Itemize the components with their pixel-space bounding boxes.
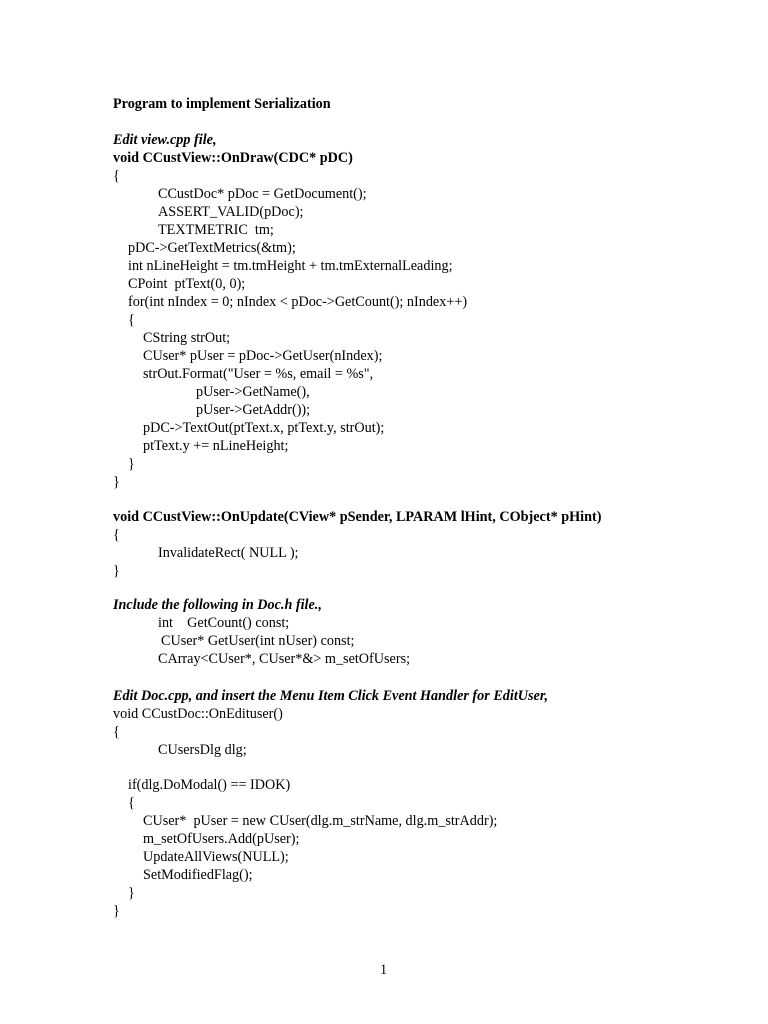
code-line: TEXTMETRIC tm; xyxy=(158,222,274,238)
code-line: ptText.y += nLineHeight; xyxy=(143,438,289,454)
code-line: ASSERT_VALID(pDoc); xyxy=(158,204,304,220)
code-line: { xyxy=(128,795,135,811)
code-line: } xyxy=(128,885,135,901)
code-line: } xyxy=(113,563,120,579)
code-line: SetModifiedFlag(); xyxy=(143,867,253,883)
code-line: { xyxy=(113,724,120,740)
code-line: { xyxy=(128,312,135,328)
code-line: } xyxy=(113,474,120,490)
code-line: CString strOut; xyxy=(143,330,231,346)
code-line: int nLineHeight = tm.tmHeight + tm.tmExternalLeading; xyxy=(128,258,453,274)
page-number: 1 xyxy=(380,962,388,978)
document-title: Program to implement Serialization xyxy=(113,96,331,112)
code-line: CCustDoc* pDoc = GetDocument(); xyxy=(158,186,367,202)
code-line: { xyxy=(113,527,120,543)
code-line: m_setOfUsers.Add(pUser); xyxy=(143,831,300,847)
code-line: pUser->GetName(), xyxy=(196,384,310,400)
section-heading: Edit Doc.cpp, and insert the Menu Item Click Event Handler for EditUser, xyxy=(113,688,549,704)
code-line: strOut.Format("User = %s, email = %s", xyxy=(143,366,374,382)
code-line: } xyxy=(113,903,120,919)
function-signature: void CCustDoc::OnEdituser() xyxy=(113,706,283,722)
code-line: pDC->GetTextMetrics(&tm); xyxy=(128,240,296,256)
code-line: pDC->TextOut(ptText.x, ptText.y, strOut); xyxy=(143,420,385,436)
code-line: CPoint ptText(0, 0); xyxy=(128,276,246,292)
code-line: int GetCount() const; xyxy=(158,615,290,631)
section-heading: Include the following in Doc.h file., xyxy=(113,597,322,613)
code-line: CUser* pUser = new CUser(dlg.m_strName, dlg.m_strAddr); xyxy=(143,813,498,829)
code-line: { xyxy=(113,168,120,184)
code-line: pUser->GetAddr()); xyxy=(196,402,311,418)
code-line: CUser* pUser = pDoc->GetUser(nIndex); xyxy=(143,348,383,364)
code-line: } xyxy=(128,456,135,472)
code-line: for(int nIndex = 0; nIndex < pDoc->GetCount(); nIndex++) xyxy=(128,294,468,310)
code-line: InvalidateRect( NULL ); xyxy=(158,545,299,561)
code-line: CArray<CUser*, CUser*&> m_setOfUsers; xyxy=(158,651,411,667)
section-heading: Edit view.cpp file, xyxy=(113,132,217,148)
function-signature: void CCustView::OnDraw(CDC* pDC) xyxy=(113,150,353,166)
code-line: CUser* GetUser(int nUser) const; xyxy=(161,633,355,649)
function-signature: void CCustView::OnUpdate(CView* pSender, LPARAM lHint, CObject* pHint) xyxy=(113,509,602,525)
code-line: UpdateAllViews(NULL); xyxy=(143,849,289,865)
code-line: if(dlg.DoModal() == IDOK) xyxy=(128,777,291,793)
code-line: CUsersDlg dlg; xyxy=(158,742,247,758)
